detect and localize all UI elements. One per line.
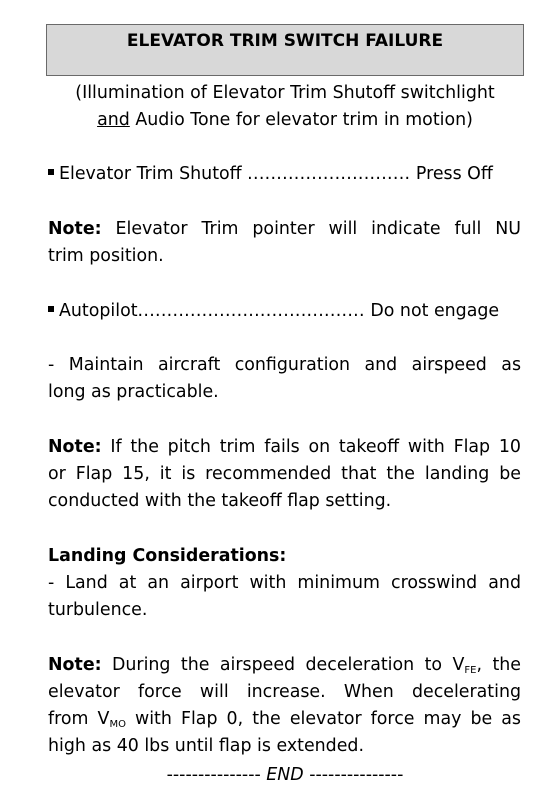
note-label: Note: <box>48 219 102 239</box>
vfe-subscript: FE <box>464 665 477 676</box>
note2-line-2: or Flap 15, it is recommended that the landing be <box>48 464 521 484</box>
landing-line-1: - Land at an airport with minimum crosswind and <box>48 573 521 593</box>
landing-line-2: turbulence. <box>48 600 148 620</box>
note3-text-3b: with Flap 0, the elevator force may be as <box>125 709 521 729</box>
maintain-line-2: long as practicable. <box>48 382 219 402</box>
condition-line-1: (Illumination of Elevator Trim Shutoff switchlight <box>75 83 495 103</box>
note3-line-1 <box>48 652 521 680</box>
note3-line-3 <box>48 706 521 734</box>
note3-text-1b: , the <box>476 655 521 675</box>
step-action: Do not engage <box>364 301 500 321</box>
note2-line-3: conducted with the takeoff flap setting. <box>48 491 392 511</box>
step-item: Elevator Trim Shutoff <box>59 164 248 184</box>
step-item: Autopilot <box>59 301 138 321</box>
bullet-icon <box>48 306 54 312</box>
and-underlined: and <box>97 110 130 130</box>
note3-line-4: high as 40 lbs until flap is extended. <box>48 736 364 756</box>
procedure-title: ELEVATOR TRIM SWITCH FAILURE <box>46 24 524 76</box>
note1-text-1: Elevator Trim pointer will indicate full NU <box>101 219 521 239</box>
note2-text-1: If the pitch trim fails on takeoff with Flap 10 <box>101 437 521 457</box>
condition-line-2 <box>46 107 524 135</box>
note3-line-2: elevator force will increase. When decelerating <box>48 682 521 702</box>
note1-line-2: trim position. <box>48 246 164 266</box>
landing-heading: Landing Considerations: <box>48 546 287 566</box>
condition-line-2-text: Audio Tone for elevator trim in motion) <box>129 110 473 130</box>
step-dots: ....................................... <box>137 301 365 321</box>
step-dots: ............................ <box>247 164 411 184</box>
maintain-line-1: - Maintain aircraft configuration and airspeed as <box>48 355 521 375</box>
end-marker <box>46 762 524 790</box>
note-label: Note: <box>48 655 102 675</box>
note-label: Note: <box>48 437 102 457</box>
vmo-subscript: MO <box>109 719 126 730</box>
step-action: Press Off <box>410 164 493 184</box>
note3-text-3a: from V <box>48 709 110 729</box>
note2-line-1 <box>48 434 521 462</box>
end-word: END <box>266 765 304 785</box>
step-elevator-trim-shutoff <box>48 161 521 189</box>
end-dashes-right: --------------- <box>303 765 404 785</box>
step-autopilot <box>48 298 521 326</box>
note3-text-1a: During the airspeed deceleration to V <box>101 655 465 675</box>
end-dashes-left: --------------- <box>166 765 267 785</box>
bullet-icon <box>48 169 54 175</box>
note1-line-1 <box>48 216 521 244</box>
